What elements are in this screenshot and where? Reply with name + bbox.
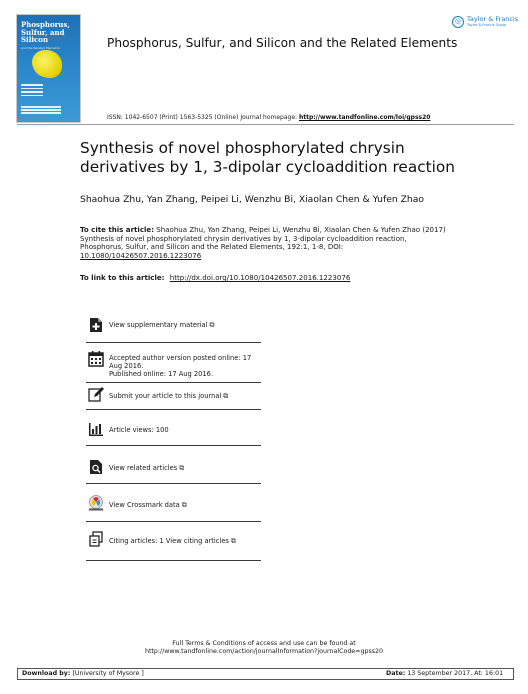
crossmark-icon xyxy=(88,495,104,511)
action-divider xyxy=(86,445,261,446)
cover-title: Phosphorus, Sulfur, and Silicon xyxy=(21,20,70,44)
cover-text-lines xyxy=(21,84,43,98)
supplementary-label: View supplementary material xyxy=(109,321,208,329)
external-link-icon: ⧉ xyxy=(209,321,215,329)
calendar-icon xyxy=(88,351,104,367)
views-label: Article views: 100 xyxy=(109,426,169,434)
journal-title: Phosphorus, Sulfur, and Silicon and the Related Elements xyxy=(107,36,458,50)
article-doi-link[interactable]: http://dx.doi.org/10.1080/10426507.2016.1223076 xyxy=(169,273,351,282)
action-divider xyxy=(86,382,261,383)
crossmark-row[interactable] xyxy=(86,492,261,522)
action-divider xyxy=(86,483,261,484)
crossmark-label: View Crossmark data xyxy=(109,501,180,509)
issn-line xyxy=(107,114,430,121)
action-divider xyxy=(86,560,261,561)
external-link-icon: ⧉ xyxy=(179,464,185,472)
submit-label: Submit your article to this journal xyxy=(109,392,222,400)
action-divider xyxy=(86,409,261,410)
publisher-name: Taylor & Francis xyxy=(467,15,519,23)
download-value: [University of Mysore ] xyxy=(72,670,144,677)
publisher-tagline: Taylor & Francis Group xyxy=(467,23,507,27)
terms-url-link[interactable]: http://www.tandfonline.com/action/journalInformation?journalCode=gpss20 xyxy=(144,648,384,655)
published-date-text: Published online: 17 Aug 2016. xyxy=(109,370,214,379)
journal-homepage-link[interactable]: http://www.tandfonline.com/loi/gpss20 xyxy=(298,114,431,121)
action-divider xyxy=(86,521,261,522)
publication-dates-row xyxy=(86,348,261,382)
related-articles-row[interactable] xyxy=(86,456,261,484)
submit-article-row[interactable] xyxy=(86,384,261,410)
citing-articles-row[interactable] xyxy=(86,528,261,560)
cover-subtitle: and the Related Elements xyxy=(21,46,60,50)
pencil-icon xyxy=(88,386,104,402)
action-divider xyxy=(86,342,261,343)
link-line xyxy=(80,273,350,282)
issn-text: ISSN: 1042-6507 (Print) 1563-5325 (Online) Journal homepage: xyxy=(107,114,298,121)
external-link-icon: ⧉ xyxy=(223,392,229,400)
cite-text: Shaohua Zhu, Yan Zhang, Peipei Li, Wenzhu Bi, Xiaolan Chen & Yufen Zhao (2017) Synthesis of novel phosphorylated chrysin derivatives by 1, 3-dipolar cycloaddition reaction, Phosphorus, Sulfur, and Silicon and the Related Elements, 192:1, 1-8, DOI: xyxy=(80,225,446,252)
citation-block xyxy=(80,226,450,260)
date-value: 13 September 2017, At: 16:01 xyxy=(407,670,504,677)
terms-notice xyxy=(0,640,528,656)
download-label: Download by: xyxy=(22,670,71,677)
publisher-logo-icon: ◎ xyxy=(452,16,464,28)
external-link-icon: ⧉ xyxy=(181,501,187,509)
header-divider xyxy=(17,124,514,125)
citing-label: Citing articles: 1 View citing articles xyxy=(109,537,229,545)
article-views-row xyxy=(86,418,261,446)
download-date xyxy=(386,670,503,677)
article-title: Synthesis of novel phosphorylated chrysin derivatives by 1, 3-dipolar cycloaddition reaction xyxy=(80,139,455,176)
cite-label: To cite this article: xyxy=(80,225,155,234)
related-label: View related articles xyxy=(109,464,178,472)
search-document-icon xyxy=(88,459,104,475)
citing-documents-icon xyxy=(88,531,104,547)
article-authors: Shaohua Zhu, Yan Zhang, Peipei Li, Wenzhu Bi, Xiaolan Chen & Yufen Zhao xyxy=(80,194,424,205)
accepted-date-text: Accepted author version posted online: 17 Aug 2016. xyxy=(109,354,252,371)
bar-chart-icon xyxy=(88,421,104,437)
cover-footer-lines xyxy=(21,106,61,115)
cite-doi-link[interactable]: 10.1080/10426507.2016.1223076 xyxy=(80,250,202,260)
external-link-icon: ⧉ xyxy=(230,537,236,545)
terms-line-1: Full Terms & Conditions of access and use can be found at xyxy=(172,640,356,647)
supplementary-material-row[interactable] xyxy=(86,313,261,343)
download-by xyxy=(22,670,144,677)
date-label: Date: xyxy=(386,670,406,677)
link-label: To link to this article: xyxy=(80,273,165,282)
document-plus-icon xyxy=(88,317,104,333)
